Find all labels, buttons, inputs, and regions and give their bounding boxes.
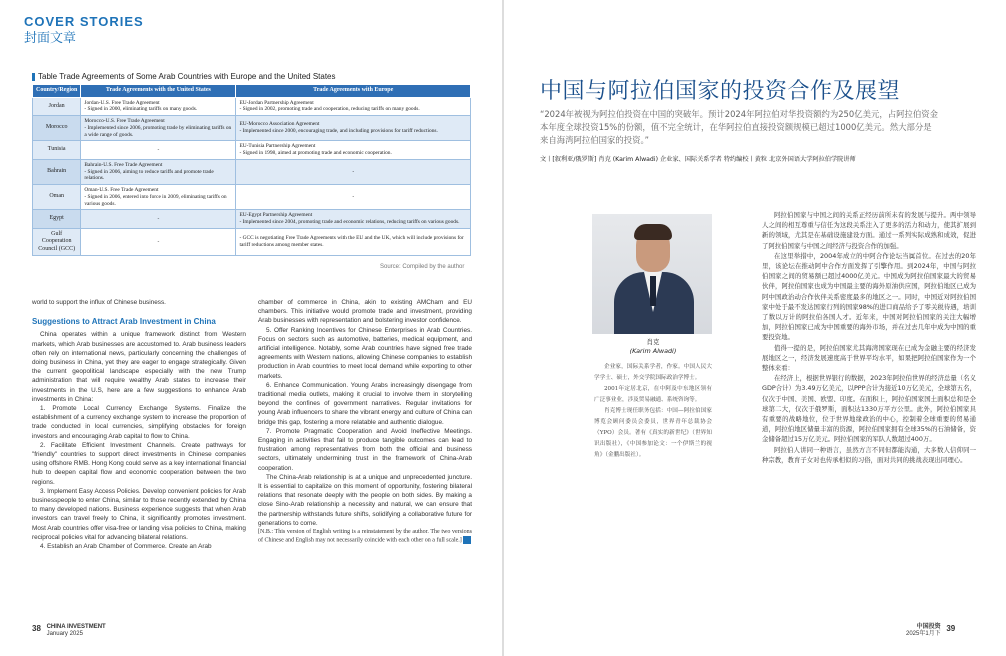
note-text: [N.B.: This version of English writing is a reinstatement by the author. The two versions of Chinese and English may not necessarily coincide with each other on a full scale.] bbox=[258, 529, 472, 544]
section-header bbox=[24, 14, 144, 46]
paragraph: China operates within a unique framework distinct from Western markets, which Arab businesses are accustomed to. Arab business leaders often rely on international news, particularly concerning the challenges of doing business in China, yet they are eager to engage strategically. Given the current geopolitical landscape especially with the new Trump administration that will require wealthy Arab states to increase their investments in the U.S, here are a few suggestions to enhance Arab investments in China: bbox=[32, 331, 246, 403]
table-header-row bbox=[33, 85, 471, 98]
folio-left bbox=[32, 624, 106, 638]
paragraph: chamber of commerce in China, akin to existing AMCham and EU chambers. This initiative would promote trade and investment, providing Arab businesses with representation and bolstering investor confidence. bbox=[258, 299, 472, 325]
paragraph: 值得一提的是，阿拉伯国家尤其海湾国家现在已成为金融主要的经济发展地区之一，经济发展速度高于世界平均水平，如果把阿拉伯国家作为一个整体来看： bbox=[762, 343, 976, 373]
cell-us: - bbox=[81, 141, 236, 160]
article-body bbox=[762, 210, 976, 615]
cell-country: Jordan bbox=[33, 97, 81, 116]
paragraph: 5. Offer Ranking Incentives for Chinese Enterprises in Arab Countries. Focus on sectors such as automotive, batteries, medical equipment, and artificial intelligence. Notably, some Arab countries have signed free trade agreements with Western nations, allowing Chinese companies to establish production in Arab countries to meet local demand while exporting to other markets. bbox=[258, 326, 472, 380]
cell-eu: EU-Jordan Partnership Agreement - Signed in 2002, promoting trade and cooperation, reducing tariffs on many goods. bbox=[236, 97, 471, 116]
left-page bbox=[0, 0, 502, 656]
paragraph: 1. Promote Local Currency Exchange Systems. Finalize the establishment of a currency exchange system to increase the proportion of trade conducted in local currencies, simplifying obstacles for foreign investors and encouraging Arab capital to flow to China. bbox=[32, 405, 246, 440]
author-photo bbox=[592, 214, 712, 334]
section-label-en: COVER STORIES bbox=[24, 14, 144, 29]
paragraph: 2. Facilitate Efficient Investment Channels. Create pathways for "friendly" countries to support direct investments in Chinese companies using offshore RMB. Hong Kong could serve as a key international financial hub to deepen capital flow and economic cooperation between the two regions. bbox=[32, 441, 246, 486]
cell-eu: EU-Morocco Association Agreement - Implemented since 2000, encouraging trade, and including provisions for tariff reductions. bbox=[236, 116, 471, 141]
end-mark-icon bbox=[463, 536, 471, 544]
table-row bbox=[33, 228, 471, 256]
issue-date: January 2025 bbox=[46, 631, 83, 637]
table-row bbox=[33, 159, 471, 184]
paragraph: 3. Implement Easy Access Policies. Develop convenient policies for Arab businesspeople to enter China, similar to those recently extended by China to many developed nations. Business experience suggests that when Arab investors can travel freely to China, it significantly promotes investment. Most Arab countries offer visa-free or landing visa policies to China, making reciprocal policies vital for advancing bilateral relations. bbox=[32, 487, 246, 541]
photo-caption bbox=[594, 338, 712, 356]
title-bar-icon bbox=[32, 73, 35, 81]
paragraph: 6. Enhance Communication. Young Arabs increasingly disengage from traditional media outlets, making it crucial to involve them in storytelling beyond the confines of government narratives. Regular invitations for young Arab influencers to share the vibrant energy and culture of China can bridge this gap, fostering a more relatable and authentic dialogue. bbox=[258, 381, 472, 426]
paragraph: The China-Arab relationship is at a unique and unprecedented juncture. It is essential to capitalize on this moment of opportunity, fostering bilateral relations that resonate deeply with the people on both sides. By making a close Sino-Arab relationship a necessity and natural, we can ensure that the partnership withstands future shifts, solidifying a collaborative future for generations to come. bbox=[258, 473, 472, 527]
cell-country: Bahrain bbox=[33, 159, 81, 184]
cell-eu: EU-Tunisia Partnership Agreement - Signed in 1998, aimed at promoting trade and economic cooperation. bbox=[236, 141, 471, 160]
cell-country: Morocco bbox=[33, 116, 81, 141]
section-heading: Suggestions to Attract Arab Investment in China bbox=[32, 317, 216, 327]
cell-us: Morocco-U.S. Free Trade Agreement - Implemented since 2006, promoting trade by eliminating tariffs on a wide range of goods. bbox=[81, 116, 236, 141]
cell-country: Tunisia bbox=[33, 141, 81, 160]
paragraph: world to support the influx of Chinese business. bbox=[32, 299, 166, 306]
photo-tie bbox=[650, 276, 656, 306]
paragraph: 7. Promote Pragmatic Cooperation and Avoid Ineffective Meetings. Engaging in activities that fail to produce tangible outcomes can lead to frustration among representatives from both the official and business sectors, ultimately undermining trust in the framework of China-Arab cooperation. bbox=[258, 427, 472, 472]
cell-us: Bahrain-U.S. Free Trade Agreement - Signed in 2006, aiming to reduce tariffs and promote trade relations. bbox=[81, 159, 236, 184]
issue-date: 2025年1月下 bbox=[906, 631, 941, 637]
page-number: 39 bbox=[946, 624, 956, 633]
paragraph: 在经济上，根据世界银行的数据，2023年阿拉伯世界的经济总量（名义GDP合计）为3.49万亿美元，以PPP合计为接近10万亿美元，全球第五名，仅次于中国、美国、欧盟、印度。在面积上，阿拉伯国家国土面积总和是全球第二大，仅次于俄罗斯，面积达1330万平方公里。此外，阿拉伯国家具有重要的战略地位，位于世界地缘政治的中心，控制着全球重要的贸易通道，阿拉伯地区储量丰富的资源，阿拉伯国家拥有全球35%的石油储备，资金储备超过15万亿美元。阿拉伯国家的军队人数超过400万。 bbox=[762, 374, 976, 444]
cell-eu: - bbox=[236, 159, 471, 184]
col-header-country: Country/Region bbox=[33, 85, 81, 98]
cell-us: Oman-U.S. Free Trade Agreement - Signed in 2006, entered into force in 2009, eliminating tariffs on various goods. bbox=[81, 185, 236, 210]
trade-agreements-table bbox=[32, 84, 471, 256]
cell-us: - bbox=[81, 210, 236, 229]
paragraph: 阿拉伯人讲同一种语言，虽然方言不同但都能沟通，大多数人信仰同一种宗教，教育子女对也传承相似的习俗，面对共同的挑战表现出同理心。 bbox=[762, 445, 976, 464]
folio-mag bbox=[47, 624, 106, 638]
body-column-2 bbox=[258, 298, 472, 610]
table-source: Source: Compiled by the author bbox=[380, 264, 465, 270]
page-number: 38 bbox=[32, 624, 41, 633]
byline: 文丨[叙利亚/俄罗斯] 肖克 (Karim Alwadi) 企业家、国际关系学者 特约编校丨黄粒 北京外国语大学阿拉伯学院讲师 bbox=[540, 156, 856, 163]
paragraph: 在这里举措中，2004年成立的中阿合作论坛当属首位。在过去的20年里，该论坛在推动阿中合作方面发挥了引擎作用。到2024年，中国与阿拉伯国家之间的贸易额已超过4000亿美元。中国成为阿拉伯国家最大的贸易伙伴，阿拉伯国家也成为中国最主要的海外原油供应国，阿拉伯地区已成为阿中国政治动合作伙伴关系密度最多的地区之一。同时，中国近对阿拉伯国家中处于最不发达国家行列的国家98%的进口商品给予了零关税待遇，培训了数以万计的阿拉伯各国人才。近年来，中国对阿拉伯国家的关注大幅增加，阿拉伯国家已成为中国重要的海外市场，并在过去几年中成为中国的重要投资地。 bbox=[762, 251, 976, 342]
article-lead: “2024年被视为阿拉伯投资在中国的突破年。预计2024年阿拉伯对华投资额约为250亿美元，占阿拉伯资金本年度全球投资15%的份额，值不完全统计，在华阿拉伯直接投资额规模已超过1000亿美元。然大部分是来自海湾阿拉伯国家的投资。” bbox=[540, 109, 938, 145]
cell-us: Jordan-U.S. Free Trade Agreement - Signed in 2000, eliminating tariffs on many goods. bbox=[81, 97, 236, 116]
photo-hair bbox=[634, 224, 672, 240]
section-label-zh: 封面文章 bbox=[24, 31, 77, 46]
cell-eu: - GCC is negotiating Free Trade Agreements with the EU and the UK, which will include provisions for tariff reductions among member states. bbox=[236, 228, 471, 256]
paragraph: 阿拉伯国家与中国之间的关系正经历前所未有的发展与提升。两中领导人之间的相互尊重与信任为这段关系注入了更多的活力和动力，使其扩展到新的领域，尤其是在基础设施建设方面。通过一系列实际成熟和成效，促进了阿拉伯国家与中国之间经济与投资合作的加强。 bbox=[762, 211, 976, 250]
table-row bbox=[33, 116, 471, 141]
author-name-zh: 肖克 bbox=[646, 338, 660, 346]
table-title-text: Table Trade Agreements of Some Arab Countries with Europe and the United States bbox=[38, 72, 336, 81]
folio-mag bbox=[906, 624, 941, 638]
folio-right bbox=[906, 624, 955, 638]
table-row bbox=[33, 141, 471, 160]
bio-paragraph: 肖克博士现任职务包括：中国—阿拉伯国家博览会顾问委员会委员，世界青年总裁协会（YPO）会员。著有《真实的新世纪》（世界知识出版社），《中国参加论文：一个伊斯兰的视角》（金鹏出版社）。 bbox=[594, 408, 712, 458]
magazine-name: 中国投资 bbox=[916, 624, 941, 630]
editor-note bbox=[258, 528, 472, 545]
cell-eu: - bbox=[236, 185, 471, 210]
author-name-en: (Karim Alwadi) bbox=[629, 347, 677, 355]
table-row bbox=[33, 210, 471, 229]
cell-country: Oman bbox=[33, 185, 81, 210]
bio-paragraph: 2001年定居北京，在中阿及中东地区领有广泛事业业，涉及贸易融通、系统咨询等。 bbox=[594, 386, 712, 403]
cell-us: - bbox=[81, 228, 236, 256]
bio-paragraph: 企业家，国际关系学者，作家。中国人民大学学士、硕士，外交学院国际政治学博士。 bbox=[594, 364, 712, 381]
table-row bbox=[33, 185, 471, 210]
col-header-us: Trade Agreements with the United States bbox=[81, 85, 236, 98]
body-column-1 bbox=[32, 298, 246, 610]
cell-country: Egypt bbox=[33, 210, 81, 229]
author-bio bbox=[594, 362, 712, 461]
magazine-name: CHINA INVESTMENT bbox=[46, 624, 106, 630]
paragraph: 4. Establish an Arab Chamber of Commerce. Create an Arab bbox=[40, 543, 212, 551]
table-title bbox=[32, 72, 336, 81]
cell-country: Gulf Cooperation Council (GCC) bbox=[33, 228, 81, 256]
col-header-eu: Trade Agreements with Europe bbox=[236, 85, 471, 98]
table-row bbox=[33, 97, 471, 116]
cell-eu: EU-Egypt Partnership Agreement - Implemented since 2004, promoting trade and economic relations, reducing tariffs on various goods. bbox=[236, 210, 471, 229]
article-title: 中国与阿拉伯国家的投资合作及展望 bbox=[540, 79, 901, 104]
